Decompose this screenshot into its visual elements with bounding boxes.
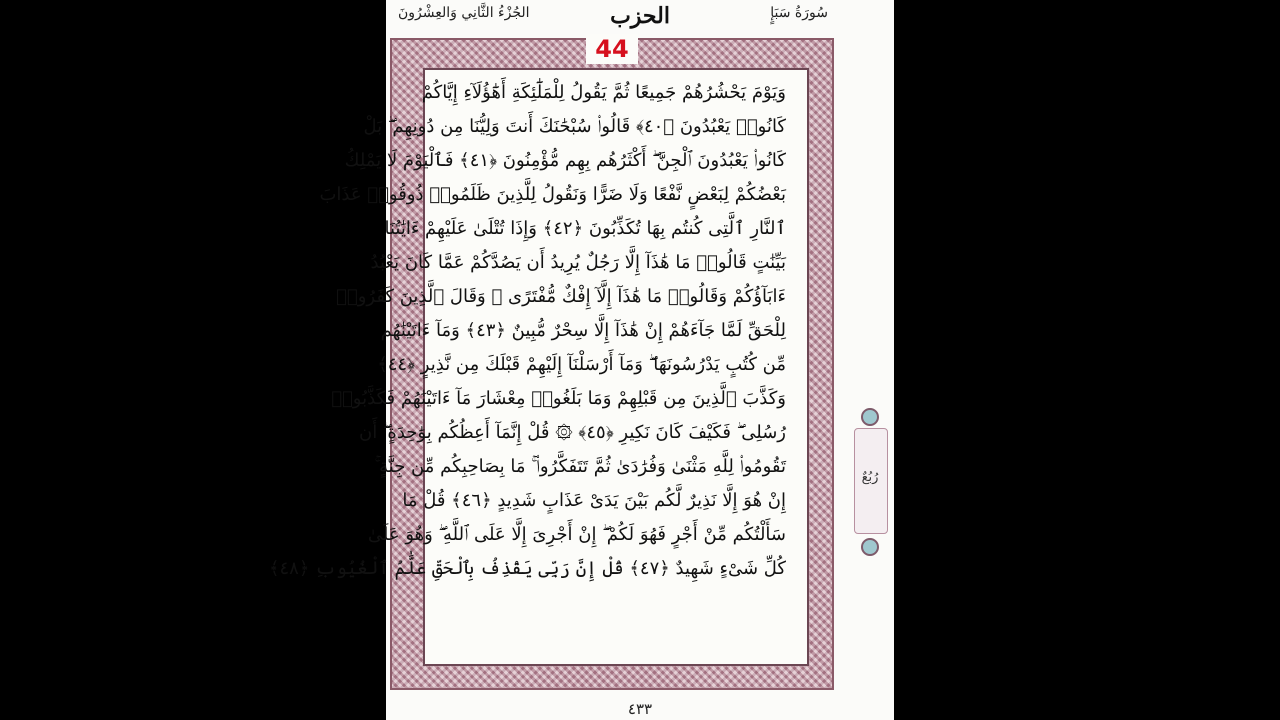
surah-name-header: سُورَةُ سَبَإٍ [770, 5, 828, 21]
verse-line: وَكَذَّبَ ٱلَّذِينَ مِن قَبْلِهِمْ وَمَا بَلَغُوا۟ مِعْشَارَ مَآ ءَاتَيْنَٰهُمْ فَكَذَّبُوا۟ [331, 388, 786, 409]
verse-line: كُلِّ شَىْءٍ شَهِيدٌ ﴿٤٧﴾ قُلْ إِنَّ رَبِّى يَقْذِفُ بِٱلْحَقِّ عَلَّٰمُ ٱلْغُيُوبِ ﴿٤٨﴾ [268, 558, 786, 579]
verse-line: ءَابَآؤُكُمْ وَقَالُوا۟ مَا هَٰذَآ إِلَّآ إِفْكٌ مُّفْتَرًى ۚ وَقَالَ ٱلَّذِينَ كَفَرُوا۟ [336, 286, 786, 307]
verse-line: بَيِّنَٰتٍ قَالُوا۟ مَا هَٰذَآ إِلَّا رَجُلٌ يُرِيدُ أَن يَصُدَّكُمْ عَمَّا كَانَ يَعْبُدُ [370, 252, 786, 273]
ornament-icon [861, 538, 879, 556]
hizb-title: الحزب [610, 3, 670, 29]
page-number: ٤٣٣ [627, 700, 653, 718]
ornament-icon [861, 408, 879, 426]
verse-line: كَانُوا۟ يَعْبُدُونَ ﴿٤٠﴾ قَالُوا۟ سُبْحَٰنَكَ أَنتَ وَلِيُّنَا مِن دُونِهِم ۖ بَلْ [363, 116, 786, 137]
verse-line: وَيَوْمَ يَحْشُرُهُمْ جَمِيعًا ثُمَّ يَقُولُ لِلْمَلَٰٓئِكَةِ أَهَٰٓؤُلَآءِ إِيَّاكُمْ [421, 82, 786, 103]
verse-line: كَانُوا۟ يَعْبُدُونَ ٱلْجِنَّ ۖ أَكْثَرُهُم بِهِم مُّؤْمِنُونَ ﴿٤١﴾ فَٱلْيَوْمَ لَا يَمْلِكُ [344, 150, 786, 171]
verse-line: ٱلنَّارِ ٱلَّتِى كُنتُم بِهَا تُكَذِّبُونَ ﴿٤٢﴾ وَإِذَا تُتْلَىٰ عَلَيْهِمْ ءَايَٰتُنَا [384, 218, 786, 239]
juz-name-header: الجُزْءُ الثَّانِي وَالعِشْرُونَ [398, 5, 530, 21]
verse-line: إِنْ هُوَ إِلَّا نَذِيرٌ لَّكُم بَيْنَ يَدَىْ عَذَابٍ شَدِيدٍ ﴿٤٦﴾ قُلْ مَا [402, 490, 786, 511]
verse-line: مِّن كُتُبٍ يَدْرُسُونَهَا ۖ وَمَآ أَرْسَلْنَآ إِلَيْهِمْ قَبْلَكَ مِن نَّذِيرٍ ﴿٤٤﴾ [377, 354, 786, 375]
verse-line: بَعْضُكُمْ لِبَعْضٍ نَّفْعًا وَلَا ضَرًّا وَنَقُولُ لِلَّذِينَ ظَلَمُوا۟ ذُوقُوا۟ عَذَابَ [319, 184, 786, 205]
rub-label: رُبُعٌ [861, 470, 879, 485]
quran-page [268, 0, 894, 720]
hizb-number: 44 [586, 34, 638, 64]
verse-line: لِلْحَقِّ لَمَّا جَآءَهُمْ إِنْ هَٰذَآ إِلَّا سِحْرٌ مُّبِينٌ ﴿٤٣﴾ وَمَآ ءَاتَيْنَٰهُم [380, 320, 786, 341]
verse-line: رُسُلِى ۖ فَكَيْفَ كَانَ نَكِيرِ ﴿٤٥﴾ ۞ قُلْ إِنَّمَآ أَعِظُكُم بِوَٰحِدَةٍ ۖ أَن [358, 422, 786, 443]
verse-line: تَقُومُوا۟ لِلَّهِ مَثْنَىٰ وَفُرَٰدَىٰ ثُمَّ تَتَفَكَّرُوا۟ ۚ مَا بِصَاحِبِكُم مِّن جِنَّةٍ ۚ [374, 456, 786, 477]
verses-text [268, 76, 786, 586]
verse-line: سَأَلْتُكُم مِّنْ أَجْرٍ فَهُوَ لَكُمْ ۖ إِنْ أَجْرِىَ إِلَّا عَلَى ٱللَّهِ ۖ وَهُوَ عَلَىٰ [367, 524, 786, 545]
rub-marker [852, 404, 888, 558]
